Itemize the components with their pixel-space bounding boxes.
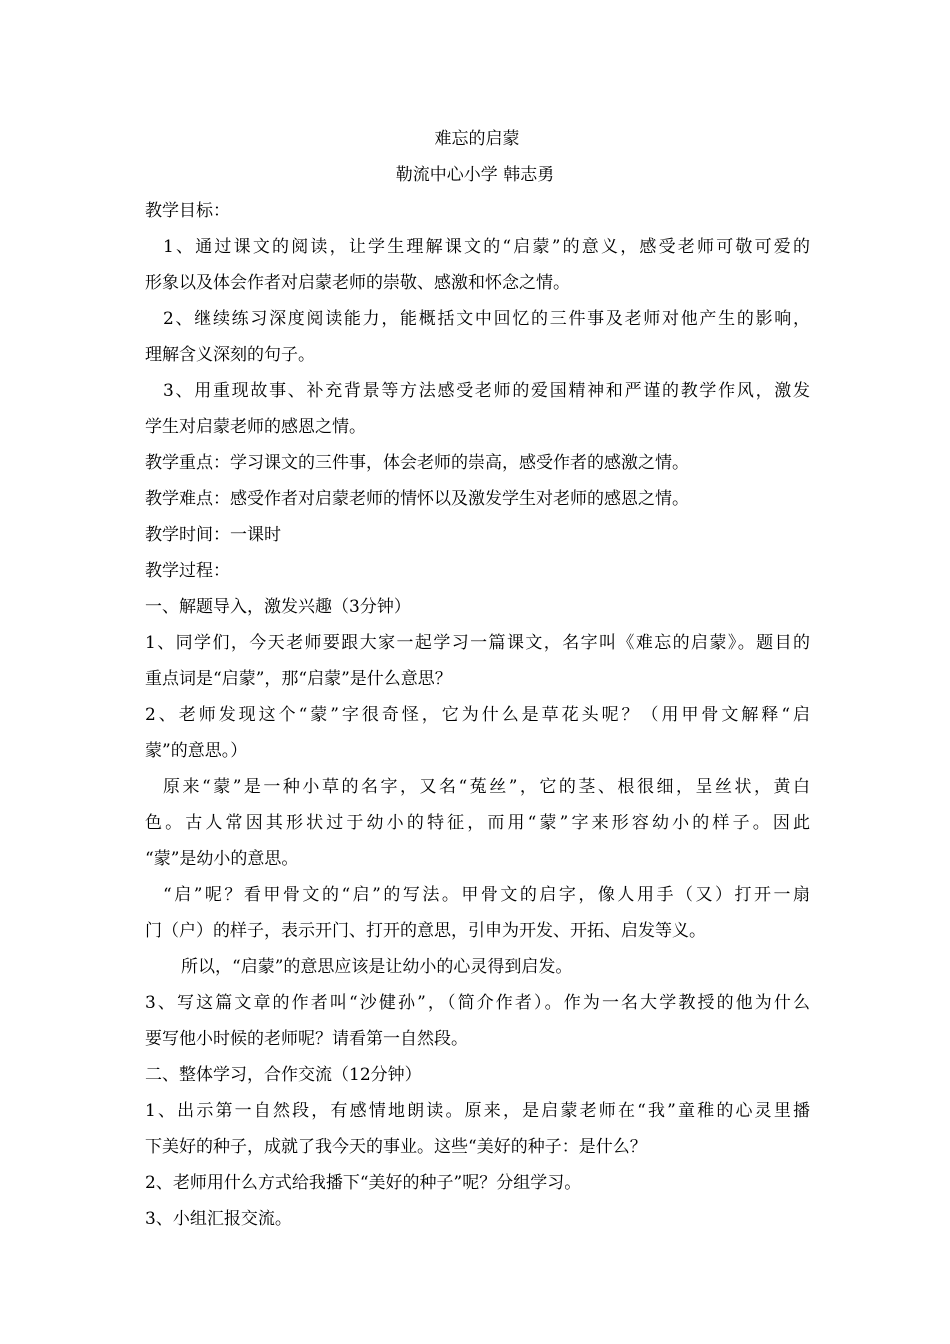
text-line: 1、同学们，今天老师要跟大家一起学习一篇课文，名字叫《难忘的启蒙》。题目的 (145, 633, 810, 653)
text-line: 所以，“启蒙”的意思应该是让幼小的心灵得到启发。 (181, 957, 573, 977)
text-line: 重点词是“启蒙”，那“启蒙”是什么意思？ (145, 669, 452, 689)
text-line: 2、继续练习深度阅读能力，能概括文中回忆的三件事及老师对他产生的影响， (163, 309, 810, 329)
author-line: 勒流中心小学 韩志勇 (395, 165, 555, 185)
text-line: 2、老师用什么方式给我播下“美好的种子”呢？分组学习。 (145, 1173, 582, 1193)
text-line: 3、小组汇报交流。 (145, 1209, 292, 1229)
text-line: 1、通过课文的阅读，让学生理解课文的“启蒙”的意义，感受老师可敬可爱的 (163, 237, 810, 257)
text-line: 要写他小时候的老师呢？请看第一自然段。 (145, 1029, 468, 1049)
document-body (145, 121, 810, 1237)
text-line: 教学难点：感受作者对启蒙老师的情怀以及激发学生对老师的感恩之情。 (145, 489, 689, 509)
text-line: 1、出示第一自然段，有感情地朗读。原来，是启蒙老师在“我”童稚的心灵里播 (145, 1101, 810, 1121)
text-line: 色。古人常因其形状过于幼小的特征，而用“蒙”字来形容幼小的样子。因此 (145, 813, 810, 833)
text-line: 学生对启蒙老师的感恩之情。 (145, 417, 366, 437)
text-line: 教学过程： (145, 561, 230, 581)
text-line: 一、解题导入，激发兴趣（3分钟） (145, 597, 411, 617)
text-line: 教学重点：学习课文的三件事，体会老师的崇高，感受作者的感激之情。 (145, 453, 689, 473)
text-line: 门（户）的样子，表示开门、打开的意思，引申为开发、开拓、启发等义。 (145, 921, 706, 941)
text-line: 理解含义深刻的句子。 (145, 345, 315, 365)
text-line: 3、用重现故事、补充背景等方法感受老师的爱国精神和严谨的教学作风，激发 (163, 381, 810, 401)
text-line: “蒙”是幼小的意思。 (145, 849, 299, 869)
text-line: 下美好的种子，成就了我今天的事业。这些“美好的种子：是什么？ (145, 1137, 647, 1157)
text-line: 形象以及体会作者对启蒙老师的崇敬、感激和怀念之情。 (145, 273, 570, 293)
text-line: 原来“蒙”是一种小草的名字，又名“菟丝”，它的茎、根很细，呈丝状，黄白 (163, 777, 810, 797)
document-title: 难忘的启蒙 (434, 129, 520, 149)
text-line: “启”呢？看甲骨文的“启”的写法。甲骨文的启字，像人用手（又）打开一扇 (163, 885, 810, 905)
text-line: 教学目标： (145, 201, 230, 221)
lesson-plan-text (145, 193, 810, 1237)
text-line: 二、整体学习，合作交流（12分钟） (145, 1065, 422, 1085)
text-line: 教学时间：一课时 (145, 525, 281, 545)
text-line: 蒙”的意思。） (145, 741, 248, 761)
text-line: 2、老师发现这个“蒙”字很奇怪，它为什么是草花头呢？（用甲骨文解释“启 (145, 705, 810, 725)
text-line: 3、写这篇文章的作者叫“沙健孙”，（简介作者）。作为一名大学教授的他为什么 (145, 993, 810, 1013)
